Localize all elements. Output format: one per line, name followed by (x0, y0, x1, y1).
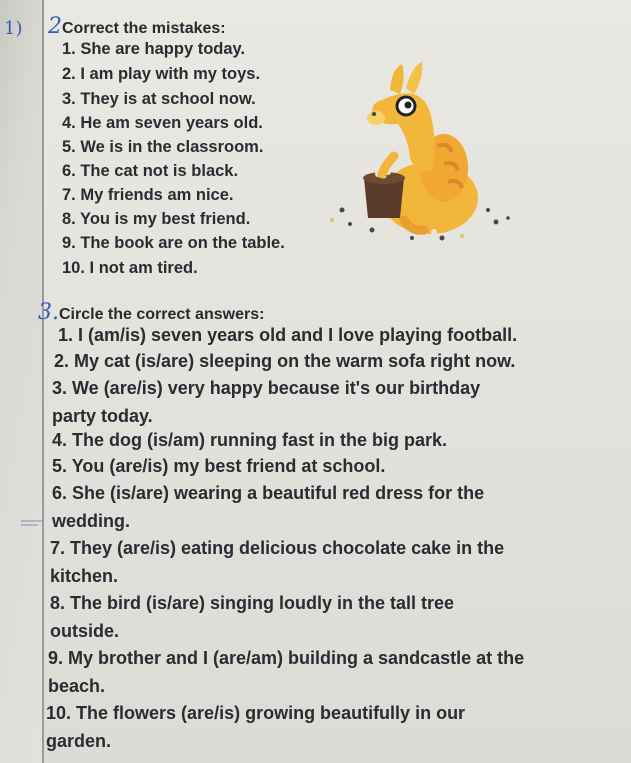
list-item: 6. She (is/are) wearing a beautiful red dress for the wedding. (52, 483, 485, 531)
list-item: 7. My friends am nice. (62, 186, 234, 204)
list-item: 2. My cat (is/are) sleeping on the warm sofa right now. (54, 351, 516, 371)
list-item: 4. He am seven years old. (62, 114, 263, 132)
list-item: 10. I not am tired. (62, 259, 198, 277)
section-3-number: 3. (38, 300, 59, 325)
llama-eating-icon (312, 60, 522, 250)
margin-mark: 1) (4, 18, 23, 39)
list-item: 3. We (are/is) very happy because it's our birthday party today. (52, 378, 481, 426)
list-item: 9. My brother and I (are/am) building a sandcastle at the beach. (48, 648, 525, 696)
list-item: 5. You (are/is) my best friend at school. (52, 456, 386, 476)
list-item: 8. You is my best friend. (62, 210, 251, 228)
section-3-title: Circle the correct answers: (59, 306, 265, 323)
list-item: 8. The bird (is/are) singing loudly in the tall tree outside. (50, 593, 455, 641)
list-item: 1. I (am/is) seven years old and I love playing football. (58, 325, 518, 345)
section-2-number: 2 (48, 14, 62, 39)
list-item: 4. The dog (is/am) running fast in the big park. (52, 430, 448, 450)
section-2-title: Correct the mistakes: (62, 20, 226, 37)
pencil-mark-icon (20, 518, 44, 528)
list-item: 6. The cat not is black. (62, 162, 239, 180)
section-2-heading (48, 14, 226, 39)
list-item: 5. We is in the classroom. (62, 138, 264, 156)
list-item: 7. They (are/is) eating delicious chocolate cake in the kitchen. (50, 538, 505, 586)
list-item: 3. They is at school now. (62, 90, 256, 108)
list-item: 10. The flowers (are/is) growing beautifully in our garden. (46, 703, 466, 751)
list-item: 1. She are happy today. (62, 40, 246, 58)
list-item: 2. I am play with my toys. (62, 65, 261, 83)
list-item: 9. The book are on the table. (62, 234, 285, 252)
